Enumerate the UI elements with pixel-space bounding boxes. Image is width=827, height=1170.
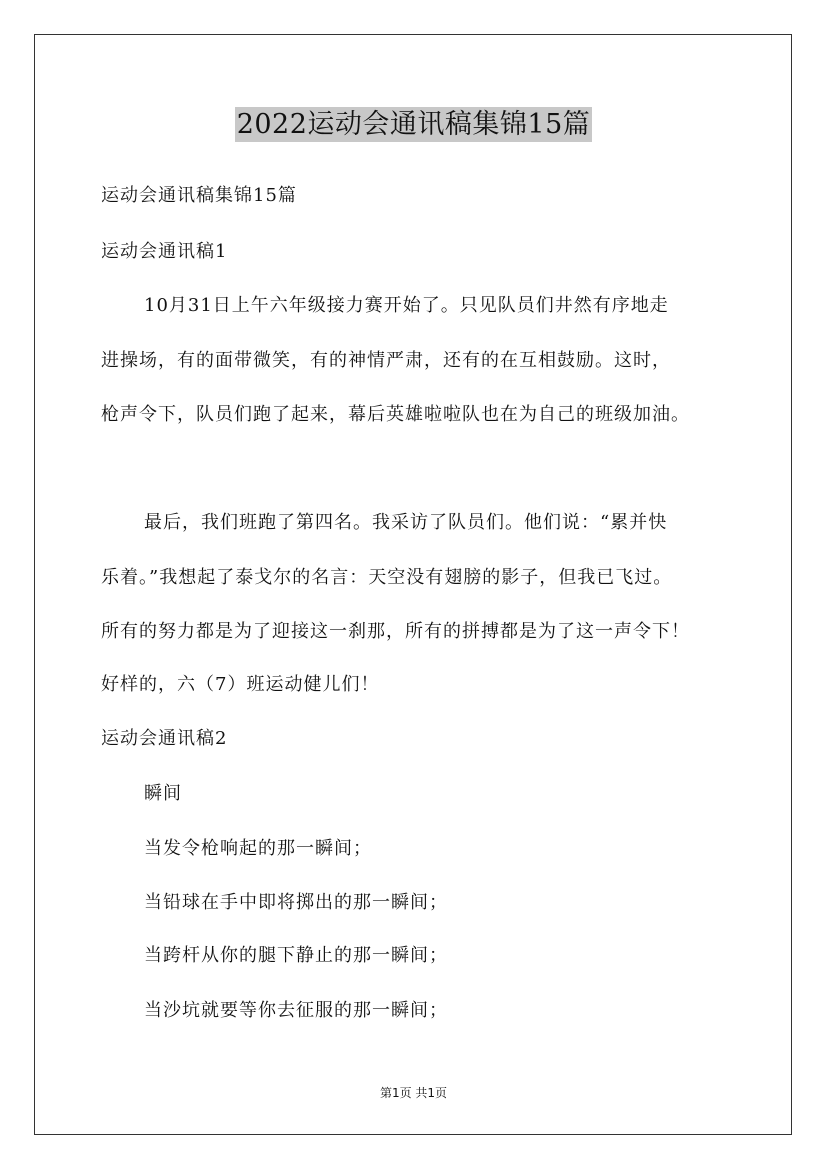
paragraph-line: 最后，我们班跑了第四名。我采访了队员们。他们说：“累并快 [144, 512, 668, 533]
poem-line: 当沙坑就要等你去征服的那一瞬间； [144, 1000, 448, 1021]
poem-line: 当跨杆从你的腿下静止的那一瞬间； [144, 945, 448, 966]
paragraph-line: 好样的，六（7）班运动健儿们！ [101, 674, 380, 695]
paragraph-line: 10月31日上午六年级接力赛开始了。只见队员们井然有序地走 [144, 295, 669, 316]
paragraph-line: 所有的努力都是为了迎接这一刹那，所有的拼搏都是为了这一声令下！ [101, 621, 690, 642]
poem-line: 当发令枪响起的那一瞬间； [144, 838, 372, 859]
page-number-footer: 第1页 共1页 [379, 1086, 448, 1100]
paragraph-line: 进操场，有的面带微笑，有的神情严肃，还有的在互相鼓励。这时， [101, 350, 671, 371]
document-subtitle: 运动会通讯稿集锦15篇 [101, 185, 297, 206]
paragraph-line: 乐着。”我想起了泰戈尔的名言：天空没有翅膀的影子，但我已飞过。 [101, 567, 673, 588]
paragraph-line: 枪声令下，队员们跑了起来，幕后英雄啦啦队也在为自己的班级加油。 [101, 404, 690, 425]
section-heading-2: 运动会通讯稿2 [101, 728, 228, 749]
poem-line: 当铅球在手中即将掷出的那一瞬间； [144, 892, 448, 913]
poem-title: 瞬间 [144, 783, 182, 804]
section-heading-1: 运动会通讯稿1 [101, 241, 228, 262]
document-title-block [0, 102, 827, 141]
document-title: 2022运动会通讯稿集锦15篇 [236, 109, 591, 140]
